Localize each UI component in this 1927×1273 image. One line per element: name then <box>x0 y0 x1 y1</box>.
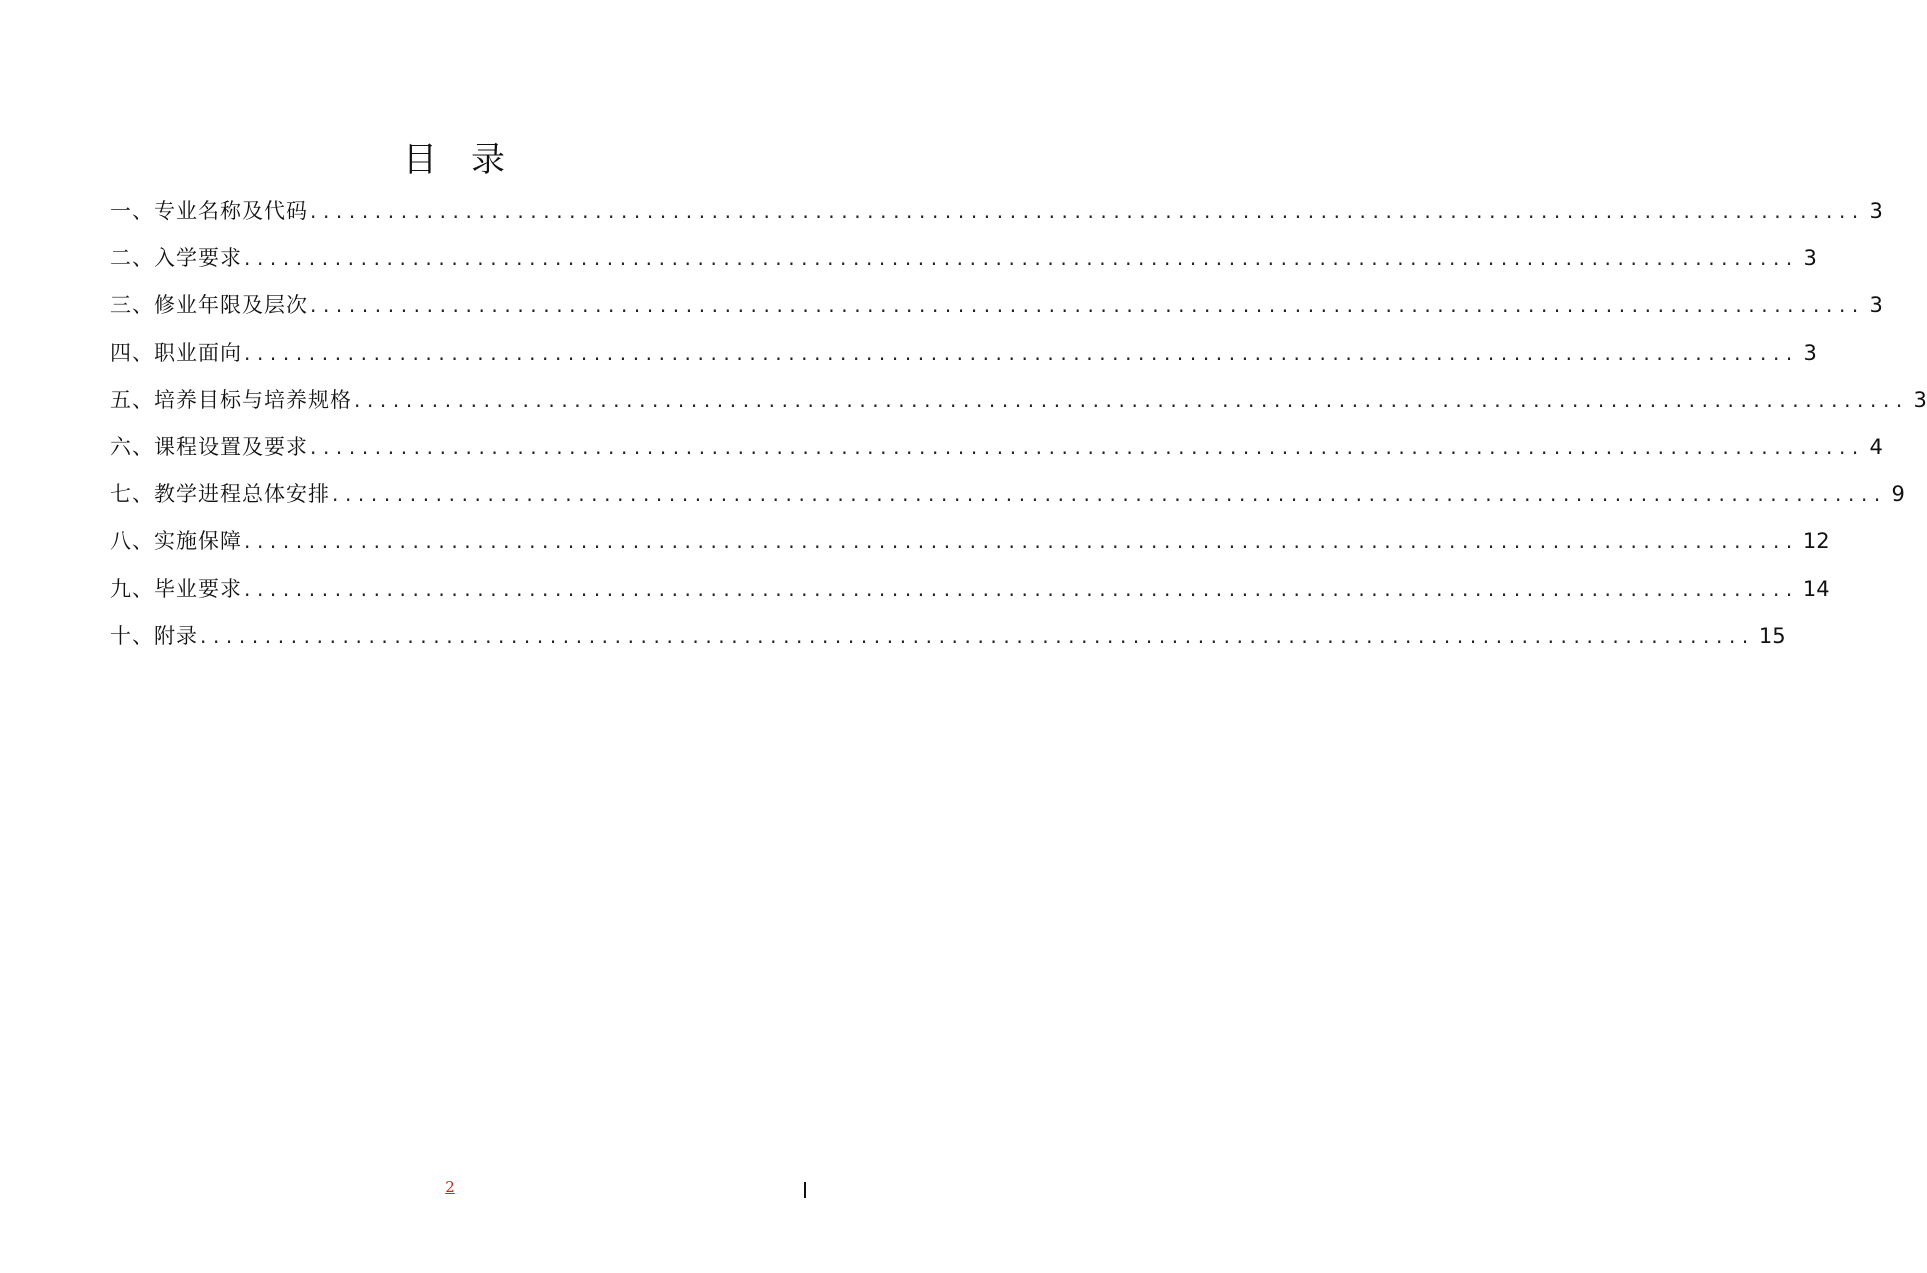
toc-dot-leader: ........................................................................................................................ <box>244 340 1799 365</box>
toc-entry-page: 12 <box>1802 529 1830 554</box>
toc-entry-page: 3 <box>1913 387 1927 412</box>
toc-entry-page: 3 <box>1869 199 1883 223</box>
toc-entry-label: 二、入学要求 <box>110 246 242 271</box>
toc-dot-leader: ........................................................................................................................ <box>310 199 1865 223</box>
toc-entry-label: 四、职业面向 <box>110 340 242 365</box>
toc-entry-label: 五、培养目标与培养规格 <box>110 387 352 412</box>
toc-entry[interactable] <box>110 330 1817 377</box>
toc-dot-leader: ........................................................................................................................ <box>200 623 1755 648</box>
toc-dot-leader: ........................................................................................................................ <box>244 529 1799 554</box>
toc-entry-label: 六、课程设置及要求 <box>110 434 308 459</box>
toc-dot-leader: ........................................................................................................................ <box>244 246 1799 271</box>
page-number: 2 <box>445 1178 455 1196</box>
toc-entry[interactable] <box>110 377 1927 424</box>
toc-title: 目录 <box>403 140 539 180</box>
toc-entry-label: 七、教学进程总体安排 <box>110 482 330 507</box>
toc-entry-page: 15 <box>1758 623 1786 648</box>
toc-entry-label: 十、附录 <box>110 623 198 648</box>
toc-entry-page: 4 <box>1869 434 1883 459</box>
toc-dot-leader: ........................................................................................................................ <box>310 434 1865 459</box>
toc-entry[interactable] <box>110 518 1830 565</box>
toc-entry-page: 3 <box>1869 293 1883 318</box>
toc-entry[interactable] <box>110 188 1883 235</box>
toc-entry[interactable] <box>110 235 1817 282</box>
toc-entry-page: 3 <box>1803 246 1817 271</box>
toc-entry[interactable] <box>110 471 1905 518</box>
toc-entry-label: 九、毕业要求 <box>110 576 242 601</box>
toc-dot-leader: ........................................................................................................................ <box>332 482 1887 507</box>
toc-entry-page: 14 <box>1802 576 1830 601</box>
toc-entry-label: 八、实施保障 <box>110 529 242 554</box>
toc-entry-page: 3 <box>1803 340 1817 365</box>
toc-dot-leader: ........................................................................................................................ <box>310 293 1865 318</box>
toc-entry[interactable] <box>110 282 1883 329</box>
toc-dot-leader: ........................................................................................................................ <box>354 387 1909 412</box>
toc-entry[interactable] <box>110 613 1786 660</box>
toc-entry-page: 9 <box>1891 482 1905 507</box>
toc-entry[interactable] <box>110 566 1830 613</box>
toc-entry-label: 三、修业年限及层次 <box>110 293 308 318</box>
toc-entry-label: 一、专业名称及代码 <box>110 199 308 223</box>
text-cursor <box>804 1182 806 1198</box>
toc-dot-leader: ........................................................................................................................ <box>244 576 1799 601</box>
toc-list <box>110 188 1927 660</box>
toc-entry[interactable] <box>110 424 1883 471</box>
